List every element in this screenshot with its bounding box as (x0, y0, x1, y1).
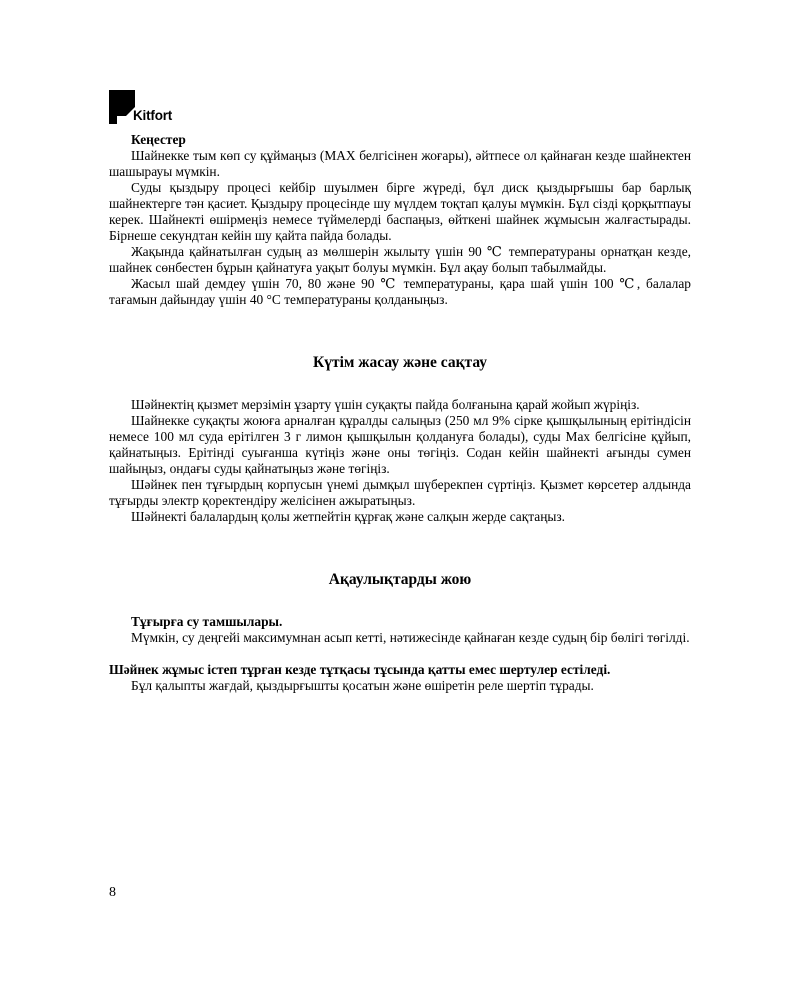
issue-heading-1: Тұғырға су тамшылары. (131, 614, 283, 629)
brand-logo (109, 90, 189, 126)
issue-body-1: Мүмкін, су деңгейі максимумнан асып кетті, нәтижесінде қайнаған кезде судың бір бөлігі төгілді. (131, 630, 690, 645)
care-section-title: Күтім жасау және сақтау (312, 354, 488, 371)
tips-paragraph-1: Шайнекке тым көп су құймаңыз (MAX белгісінен жоғары), әйтпесе ол қайнаған кезде шайнектен шашырауы мүмкін. (109, 148, 691, 179)
kitfort-logo-icon (109, 90, 135, 124)
tips-heading: Кеңестер (131, 132, 186, 147)
document-body (109, 132, 691, 694)
care-paragraph-2: Шайнекке суқақты жоюға арналған құралды салыңыз (250 мл 9% сірке қышқылының ерітіндісін немесе 100 мл суда ерітілген 3 г лимон қышқылын қолдануға болады), суды Max белгісіне құйып, қайнатыңыз. Ерітінді суығанша күтіңіз және оны төгіңіз. Содан кейін шайнекті ағынды сумен шайыңыз, ондағы суды қайнатыңыз және төгіңіз. (109, 413, 691, 476)
care-paragraph-1: Шәйнектің қызмет мерзімін ұзарту үшін суқақты пайда болғанына қарай жойып жүріңіз. (131, 397, 640, 412)
care-paragraph-4: Шәйнекті балалардың қолы жетпейтін құрғақ және салқын жерде сақтаңыз. (131, 509, 566, 524)
tips-paragraph-3: Жақында қайнатылған судың аз мөлшерін жылыту үшін 90 ℃ температураны орнатқан кезде, шайнек сөнбестен бұрын қайнатуға уақыт болуы мүмкін. Бұл ақау болып табылмайды. (109, 244, 691, 275)
tips-paragraph-2: Суды қыздыру процесі кейбір шуылмен бірге жүреді, бұл диск қыздырғышы бар барлық шайнектерге тән қасиет. Қыздыру процесінде шу мүлдем тоқтап қалуы мүмкін. Бұл сізді қорқытпауы керек. Шайнекті өшірмеңіз немесе түймелерді баспаңыз, өйткені шайнек жұмысын жалғастырады. Бірнеше секундтан кейін шу қайта пайда болады. (109, 180, 691, 243)
issue-body-2: Бұл қалыпты жағдай, қыздырғышты қосатын және өшіретін реле шертіп тұрады. (131, 678, 594, 693)
care-paragraph-3: Шәйнек пен тұғырдың корпусын үнемі дымқыл шүберекпен сүртіңіз. Қызмет көрсетер алдында тұғырды электр қоректендіру желісінен ажыратыңыз. (109, 477, 691, 508)
tips-paragraph-4: Жасыл шай демдеу үшін 70, 80 және 90 ℃ температураны, қара шай үшін 100 ℃, балалар тағамын дайындау үшін 40 °C температураны қолданыңыз. (109, 276, 691, 307)
brand-name: Kitfort (133, 108, 173, 123)
issue-heading-2: Шәйнек жұмыс істеп тұрған кезде тұтқасы тұсында қатты емес шертулер естіледі. (109, 662, 611, 677)
page-number: 8 (109, 885, 116, 900)
troubleshooting-section-title: Ақаулықтарды жою (328, 571, 472, 588)
